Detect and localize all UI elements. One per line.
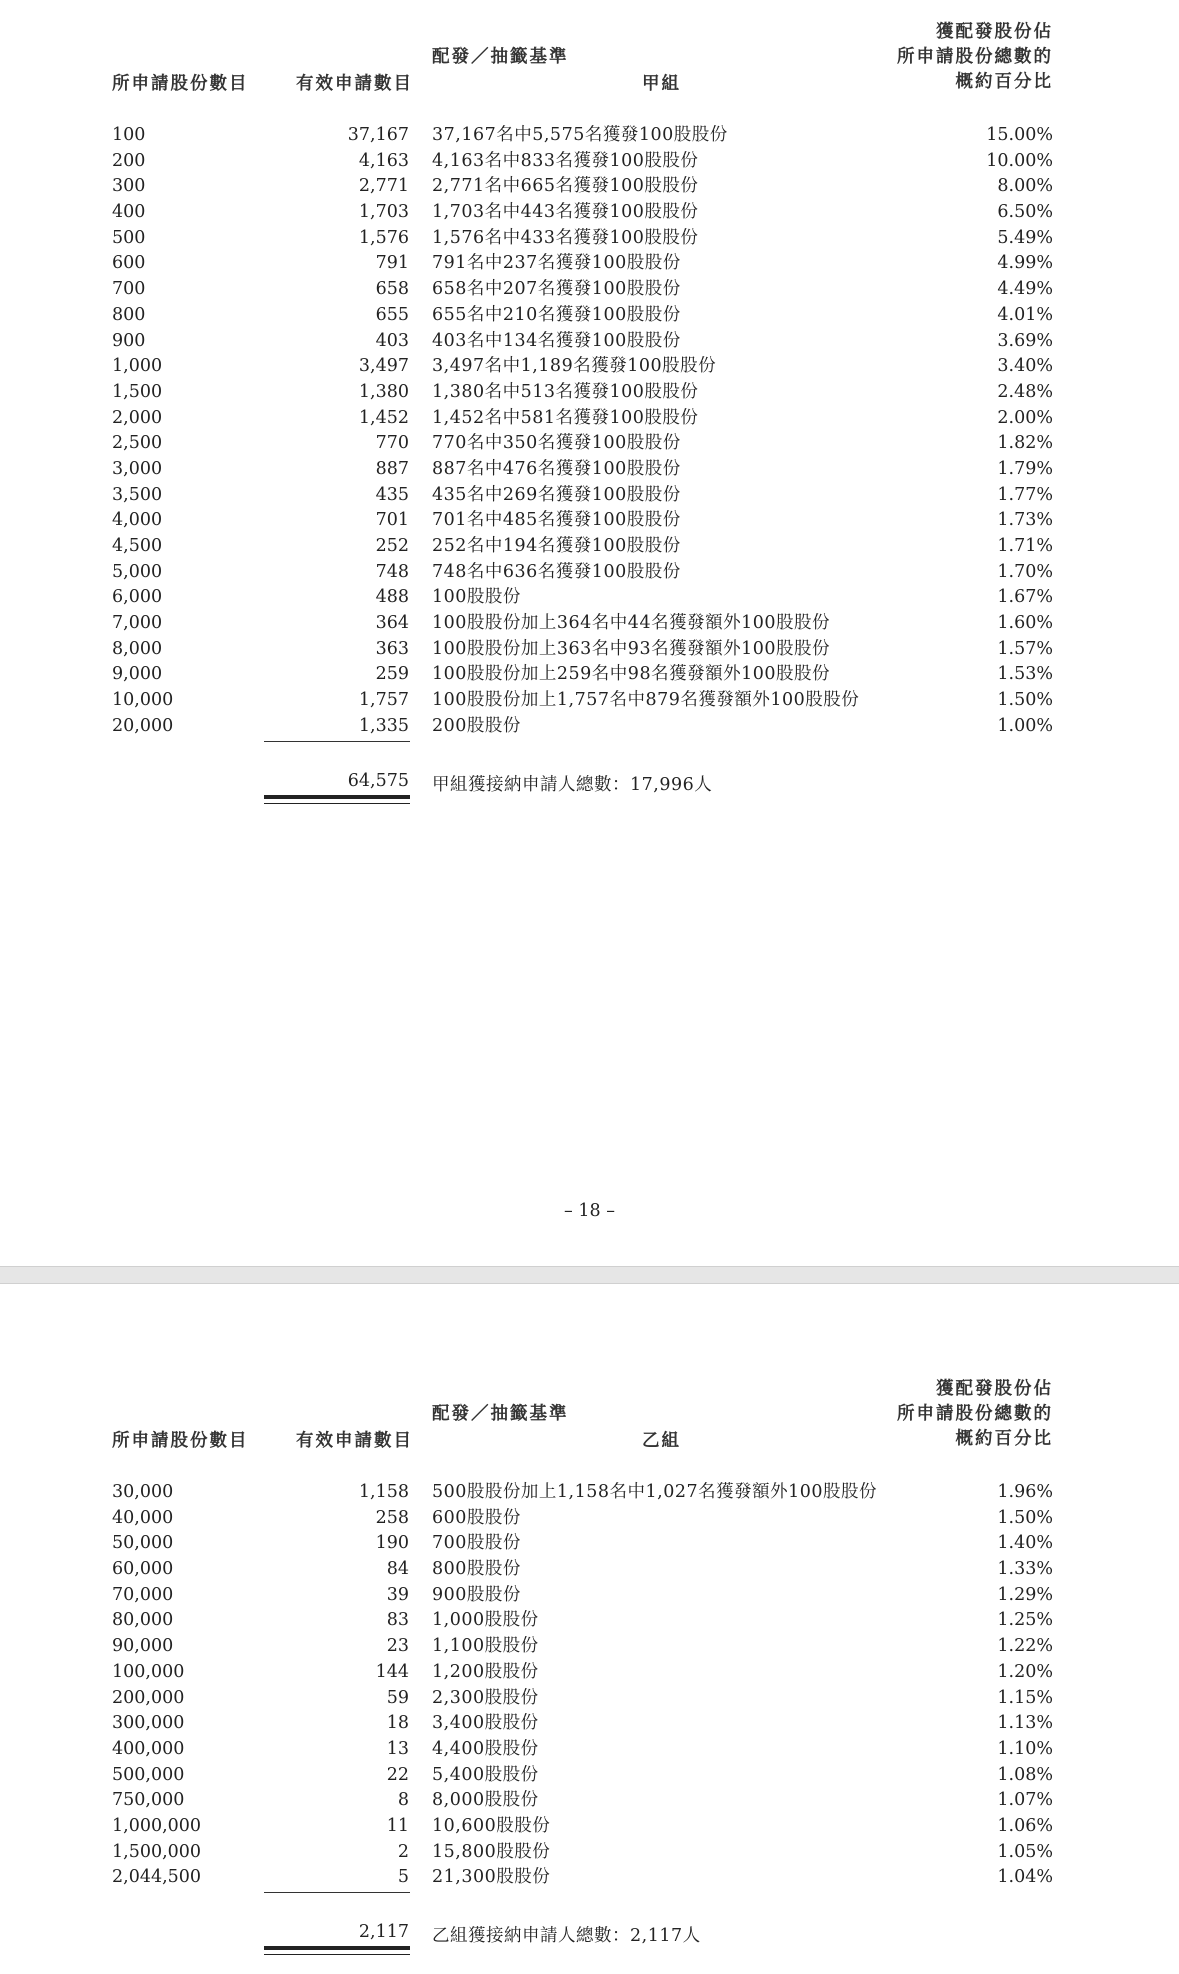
allocation-basis-cell: 600股股份 — [432, 1507, 521, 1528]
allocation-percentage-cell: 15.00% — [986, 125, 1053, 145]
allocation-percentage-cell: 1.82% — [997, 433, 1053, 454]
subtotal-rule — [264, 741, 410, 742]
header-group-b: 乙組 — [642, 1431, 681, 1451]
shares-applied-cell: 40,000 — [112, 1507, 174, 1528]
shares-applied-cell: 2,500 — [112, 433, 163, 454]
allocation-basis-cell: 500股股份加上1,158名中1,027名獲發額外100股股份 — [432, 1482, 878, 1502]
document-page-19 — [0, 1283, 1179, 1974]
allocation-basis-cell: 701名中485名獲發100股股份 — [432, 510, 681, 531]
allocation-basis-cell: 3,400股股份 — [432, 1713, 539, 1734]
header-valid-applications: 有效申請數目 — [296, 74, 413, 94]
shares-applied-cell: 700 — [112, 279, 146, 300]
shares-applied-cell: 8,000 — [112, 638, 163, 659]
shares-applied-cell: 100 — [112, 125, 146, 145]
allocation-basis-cell: 100股股份加上363名中93名獲發額外100股股份 — [432, 638, 830, 659]
allocation-basis-cell: 3,497名中1,189名獲發100股股份 — [432, 356, 717, 377]
shares-applied-cell: 900 — [112, 330, 146, 351]
allocation-basis-cell: 100股股份加上364名中44名獲發額外100股股份 — [432, 613, 830, 634]
allocation-basis-cell: 1,200股股份 — [432, 1661, 539, 1682]
allocation-basis-cell: 1,380名中513名獲發100股股份 — [432, 381, 699, 402]
allocation-percentage-cell: 1.77% — [997, 484, 1053, 505]
header-pct-line1: 獲配發股份佔 — [936, 1379, 1053, 1399]
valid-applications-cell: 701 — [375, 510, 409, 531]
allocation-percentage-cell: 1.70% — [997, 561, 1053, 582]
table-row — [0, 174, 1179, 200]
valid-applications-cell: 11 — [386, 1815, 409, 1836]
table-row — [0, 457, 1179, 483]
table-row — [0, 354, 1179, 380]
allocation-percentage-cell: 1.08% — [997, 1764, 1053, 1785]
total-valid-applications: 64,575 — [347, 771, 409, 791]
shares-applied-cell: 3,500 — [112, 484, 163, 505]
allocation-percentage-cell: 1.53% — [997, 664, 1053, 685]
allocation-basis-cell: 748名中636名獲發100股股份 — [432, 561, 681, 582]
allocation-table-group-b — [0, 1480, 1179, 1891]
allocation-percentage-cell: 4.01% — [997, 304, 1053, 325]
shares-applied-cell: 70,000 — [112, 1584, 174, 1605]
allocation-basis-cell: 658名中207名獲發100股股份 — [432, 279, 681, 300]
table-row — [0, 508, 1179, 534]
allocation-percentage-cell: 1.79% — [997, 458, 1053, 479]
valid-applications-cell: 658 — [375, 279, 409, 300]
allocation-percentage-cell: 1.96% — [997, 1482, 1053, 1502]
valid-applications-cell: 1,335 — [358, 715, 409, 736]
table-row — [0, 200, 1179, 226]
valid-applications-cell: 748 — [375, 561, 409, 582]
allocation-basis-cell: 8,000股股份 — [432, 1790, 539, 1811]
table-row — [0, 1865, 1179, 1891]
table-row — [0, 431, 1179, 457]
header-pct-line1: 獲配發股份佔 — [936, 22, 1053, 42]
shares-applied-cell: 60,000 — [112, 1559, 174, 1580]
valid-applications-cell: 4,163 — [358, 150, 409, 171]
allocation-basis-cell: 15,800股股份 — [432, 1841, 551, 1862]
allocation-percentage-cell: 3.69% — [997, 330, 1053, 351]
allocation-percentage-cell: 1.40% — [997, 1533, 1053, 1554]
allocation-percentage-cell: 1.20% — [997, 1661, 1053, 1682]
valid-applications-cell: 1,452 — [358, 407, 409, 428]
total-double-rule-thin — [264, 803, 410, 804]
valid-applications-cell: 403 — [375, 330, 409, 351]
allocation-basis-cell: 1,576名中433名獲發100股股份 — [432, 227, 699, 248]
valid-applications-cell: 23 — [386, 1636, 409, 1657]
allocation-basis-cell: 252名中194名獲發100股股份 — [432, 536, 681, 556]
valid-applications-cell: 770 — [375, 433, 409, 454]
subtotal-rule — [264, 1892, 410, 1893]
shares-applied-cell: 4,500 — [112, 536, 163, 556]
valid-applications-cell: 435 — [375, 484, 409, 505]
table-row — [0, 534, 1179, 560]
header-pct-line2: 所申請股份總數的 — [897, 1404, 1053, 1424]
allocation-basis-cell: 100股股份加上259名中98名獲發額外100股股份 — [432, 664, 830, 685]
table-row — [0, 688, 1179, 714]
allocation-percentage-cell: 4.99% — [997, 253, 1053, 274]
allocation-basis-cell: 403名中134名獲發100股股份 — [432, 330, 681, 351]
valid-applications-cell: 364 — [375, 613, 409, 634]
allocation-basis-cell: 2,771名中665名獲發100股股份 — [432, 176, 699, 197]
allocation-basis-cell: 4,163名中833名獲發100股股份 — [432, 150, 699, 171]
total-successful-applicants: 乙組獲接納申請人總數：2,117人 — [432, 1926, 701, 1946]
allocation-percentage-cell: 10.00% — [986, 150, 1053, 171]
allocation-basis-cell: 770名中350名獲發100股股份 — [432, 433, 681, 454]
allocation-basis-cell: 887名中476名獲發100股股份 — [432, 458, 681, 479]
allocation-percentage-cell: 1.71% — [997, 536, 1053, 556]
table-row — [0, 1608, 1179, 1634]
shares-applied-cell: 90,000 — [112, 1636, 174, 1657]
valid-applications-cell: 1,380 — [358, 381, 409, 402]
valid-applications-cell: 252 — [375, 536, 409, 556]
table-row — [0, 1531, 1179, 1557]
allocation-percentage-cell: 2.00% — [997, 407, 1053, 428]
shares-applied-cell: 2,044,500 — [112, 1867, 202, 1888]
table-row — [0, 1737, 1179, 1763]
table-row — [0, 277, 1179, 303]
header-pct-line2: 所申請股份總數的 — [897, 47, 1053, 67]
shares-applied-cell: 1,000,000 — [112, 1815, 202, 1836]
header-valid-applications: 有效申請數目 — [296, 1431, 413, 1451]
allocation-basis-cell: 4,400股股份 — [432, 1738, 539, 1759]
allocation-percentage-cell: 1.50% — [997, 1507, 1053, 1528]
table-row — [0, 483, 1179, 509]
valid-applications-cell: 1,158 — [358, 1482, 409, 1502]
allocation-percentage-cell: 1.06% — [997, 1815, 1053, 1836]
valid-applications-cell: 18 — [386, 1713, 409, 1734]
valid-applications-cell: 39 — [386, 1584, 409, 1605]
shares-applied-cell: 3,000 — [112, 458, 163, 479]
valid-applications-cell: 363 — [375, 638, 409, 659]
table-row — [0, 1583, 1179, 1609]
shares-applied-cell: 20,000 — [112, 715, 174, 736]
valid-applications-cell: 488 — [375, 587, 409, 608]
table-row — [0, 585, 1179, 611]
table-row — [0, 1506, 1179, 1532]
table-row — [0, 406, 1179, 432]
table-row — [0, 149, 1179, 175]
shares-applied-cell: 5,000 — [112, 561, 163, 582]
valid-applications-cell: 13 — [386, 1738, 409, 1759]
header-pct-line3: 概約百分比 — [955, 72, 1053, 92]
table-row — [0, 123, 1179, 149]
shares-applied-cell: 1,500,000 — [112, 1841, 202, 1862]
table-row — [0, 1686, 1179, 1712]
allocation-percentage-cell: 1.05% — [997, 1841, 1053, 1862]
allocation-basis-cell: 1,000股股份 — [432, 1610, 539, 1631]
valid-applications-cell: 2,771 — [358, 176, 409, 197]
allocation-percentage-cell: 1.10% — [997, 1738, 1053, 1759]
table-row — [0, 662, 1179, 688]
allocation-basis-cell: 1,100股股份 — [432, 1636, 539, 1657]
allocation-basis-cell: 1,703名中443名獲發100股股份 — [432, 202, 699, 223]
shares-applied-cell: 300 — [112, 176, 146, 197]
header-group-a: 甲組 — [642, 74, 681, 94]
allocation-basis-cell: 100股股份 — [432, 587, 521, 608]
allocation-table-group-a — [0, 123, 1179, 740]
allocation-basis-cell: 2,300股股份 — [432, 1687, 539, 1708]
total-successful-applicants: 甲組獲接納申請人總數：17,996人 — [432, 775, 713, 795]
allocation-percentage-cell: 1.25% — [997, 1610, 1053, 1631]
allocation-basis-cell: 10,600股股份 — [432, 1815, 551, 1836]
allocation-basis-cell: 100股股份加上1,757名中879名獲發額外100股股份 — [432, 690, 860, 711]
allocation-percentage-cell: 3.40% — [997, 356, 1053, 377]
allocation-percentage-cell: 1.33% — [997, 1559, 1053, 1580]
table-row — [0, 251, 1179, 277]
valid-applications-cell: 8 — [397, 1790, 409, 1811]
allocation-percentage-cell: 1.13% — [997, 1713, 1053, 1734]
table-row — [0, 560, 1179, 586]
allocation-percentage-cell: 1.22% — [997, 1636, 1053, 1657]
allocation-basis-cell: 655名中210名獲發100股股份 — [432, 304, 681, 325]
valid-applications-cell: 144 — [375, 1661, 409, 1682]
allocation-percentage-cell: 1.04% — [997, 1867, 1053, 1888]
valid-applications-cell: 259 — [375, 664, 409, 685]
table-row — [0, 1840, 1179, 1866]
shares-applied-cell: 750,000 — [112, 1790, 185, 1811]
table-row — [0, 637, 1179, 663]
table-row — [0, 1788, 1179, 1814]
valid-applications-cell: 791 — [375, 253, 409, 274]
shares-applied-cell: 600 — [112, 253, 146, 274]
valid-applications-cell: 84 — [386, 1559, 409, 1580]
total-double-rule-thick — [264, 795, 410, 799]
shares-applied-cell: 200,000 — [112, 1687, 185, 1708]
shares-applied-cell: 200 — [112, 150, 146, 171]
allocation-basis-cell: 700股股份 — [432, 1533, 521, 1554]
allocation-percentage-cell: 5.49% — [997, 227, 1053, 248]
allocation-basis-cell: 900股股份 — [432, 1584, 521, 1605]
allocation-basis-cell: 200股股份 — [432, 715, 521, 736]
shares-applied-cell: 300,000 — [112, 1713, 185, 1734]
allocation-percentage-cell: 1.07% — [997, 1790, 1053, 1811]
allocation-percentage-cell: 1.67% — [997, 587, 1053, 608]
shares-applied-cell: 50,000 — [112, 1533, 174, 1554]
valid-applications-cell: 887 — [375, 458, 409, 479]
page-number: – 18 – — [564, 1201, 615, 1221]
total-valid-applications: 2,117 — [358, 1922, 409, 1942]
shares-applied-cell: 9,000 — [112, 664, 163, 685]
table-row — [0, 380, 1179, 406]
allocation-percentage-cell: 6.50% — [997, 202, 1053, 223]
shares-applied-cell: 400 — [112, 202, 146, 223]
header-basis: 配發／抽籤基準 — [432, 47, 569, 67]
valid-applications-cell: 37,167 — [347, 125, 409, 145]
shares-applied-cell: 100,000 — [112, 1661, 185, 1682]
shares-applied-cell: 500,000 — [112, 1764, 185, 1785]
allocation-basis-cell: 435名中269名獲發100股股份 — [432, 484, 681, 505]
table-row — [0, 329, 1179, 355]
valid-applications-cell: 258 — [375, 1507, 409, 1528]
valid-applications-cell: 1,757 — [358, 690, 409, 711]
header-shares-applied: 所申請股份數目 — [112, 1431, 249, 1451]
table-row — [0, 1660, 1179, 1686]
header-basis: 配發／抽籤基準 — [432, 1404, 569, 1424]
allocation-percentage-cell: 1.60% — [997, 613, 1053, 634]
table-row — [0, 226, 1179, 252]
shares-applied-cell: 800 — [112, 304, 146, 325]
header-pct-line3: 概約百分比 — [955, 1429, 1053, 1449]
allocation-percentage-cell: 1.00% — [997, 715, 1053, 736]
valid-applications-cell: 59 — [386, 1687, 409, 1708]
allocation-basis-cell: 5,400股股份 — [432, 1764, 539, 1785]
valid-applications-cell: 83 — [386, 1610, 409, 1631]
header-shares-applied: 所申請股份數目 — [112, 74, 249, 94]
allocation-basis-cell: 1,452名中581名獲發100股股份 — [432, 407, 699, 428]
shares-applied-cell: 80,000 — [112, 1610, 174, 1631]
shares-applied-cell: 4,000 — [112, 510, 163, 531]
shares-applied-cell: 1,000 — [112, 356, 163, 377]
shares-applied-cell: 10,000 — [112, 690, 174, 711]
shares-applied-cell: 6,000 — [112, 587, 163, 608]
table-row — [0, 1711, 1179, 1737]
allocation-percentage-cell: 2.48% — [997, 381, 1053, 402]
shares-applied-cell: 400,000 — [112, 1738, 185, 1759]
allocation-basis-cell: 21,300股股份 — [432, 1867, 551, 1888]
table-row — [0, 1557, 1179, 1583]
allocation-percentage-cell: 1.73% — [997, 510, 1053, 531]
table-row — [0, 611, 1179, 637]
table-row — [0, 1480, 1179, 1506]
allocation-basis-cell: 800股股份 — [432, 1559, 521, 1580]
valid-applications-cell: 190 — [375, 1533, 409, 1554]
valid-applications-cell: 2 — [397, 1841, 409, 1862]
shares-applied-cell: 500 — [112, 227, 146, 248]
table-row — [0, 714, 1179, 740]
valid-applications-cell: 655 — [375, 304, 409, 325]
table-row — [0, 1763, 1179, 1789]
shares-applied-cell: 1,500 — [112, 381, 163, 402]
valid-applications-cell: 22 — [386, 1764, 409, 1785]
shares-applied-cell: 2,000 — [112, 407, 163, 428]
shares-applied-cell: 7,000 — [112, 613, 163, 634]
allocation-basis-cell: 791名中237名獲發100股股份 — [432, 253, 681, 274]
valid-applications-cell: 1,576 — [358, 227, 409, 248]
allocation-percentage-cell: 1.15% — [997, 1687, 1053, 1708]
allocation-basis-cell: 37,167名中5,575名獲發100股股份 — [432, 125, 728, 145]
valid-applications-cell: 5 — [397, 1867, 409, 1888]
total-double-rule-thin — [264, 1954, 410, 1955]
shares-applied-cell: 30,000 — [112, 1482, 174, 1502]
valid-applications-cell: 3,497 — [358, 356, 409, 377]
allocation-percentage-cell: 1.50% — [997, 690, 1053, 711]
total-double-rule-thick — [264, 1946, 410, 1950]
table-row — [0, 1814, 1179, 1840]
table-row — [0, 303, 1179, 329]
allocation-percentage-cell: 4.49% — [997, 279, 1053, 300]
allocation-percentage-cell: 1.29% — [997, 1584, 1053, 1605]
allocation-percentage-cell: 1.57% — [997, 638, 1053, 659]
table-row — [0, 1634, 1179, 1660]
valid-applications-cell: 1,703 — [358, 202, 409, 223]
allocation-percentage-cell: 8.00% — [997, 176, 1053, 197]
